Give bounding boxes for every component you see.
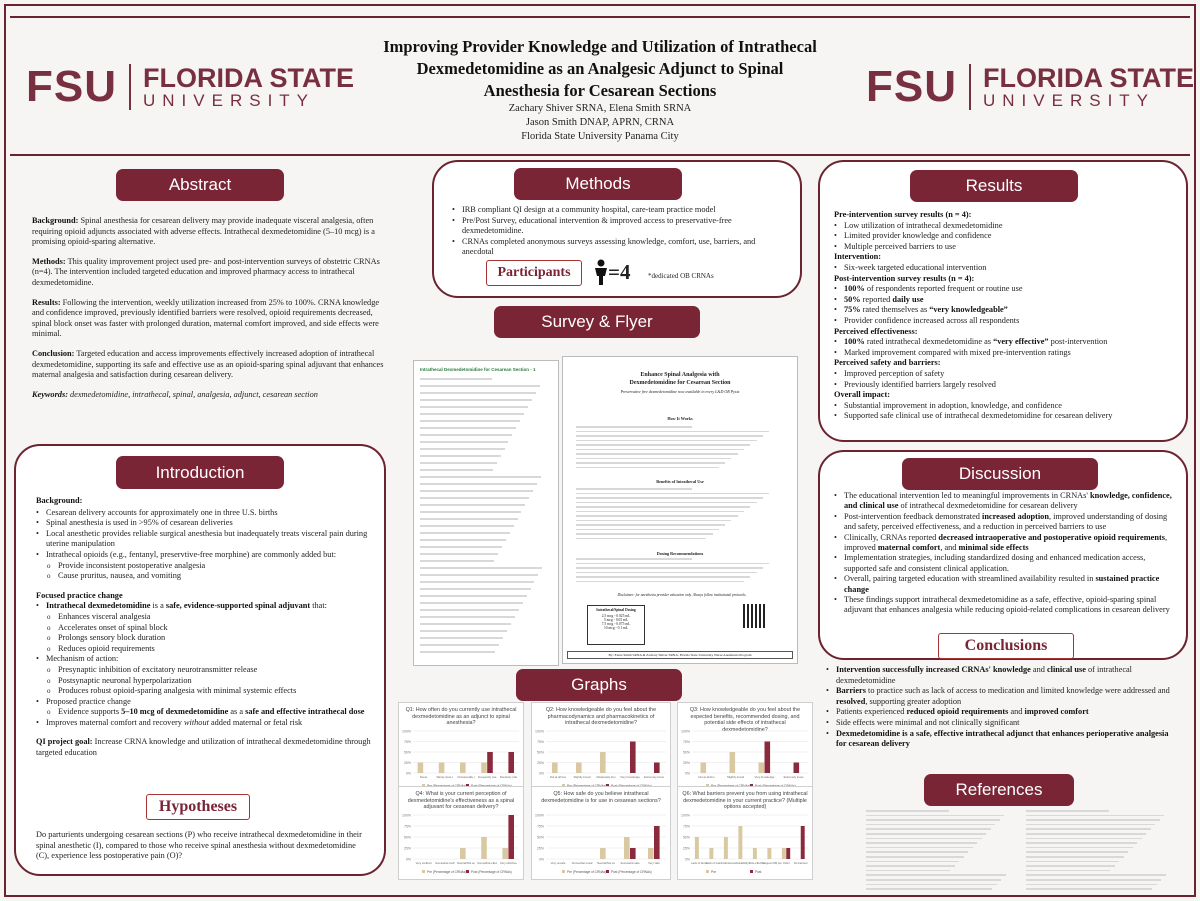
authors-line-1: Zachary Shiver SRNA, Elena Smith SRNA <box>508 103 692 114</box>
bar-pre <box>782 848 786 859</box>
text-placeholder-line <box>420 532 510 534</box>
bar-pre <box>460 763 466 774</box>
text-placeholder-line <box>1026 819 1160 821</box>
text-placeholder-line <box>420 490 533 492</box>
discussion-header: Discussion <box>902 458 1098 490</box>
bar-pre <box>502 848 508 859</box>
flyer-subtitle: Preservative free dexmedetomidine now available in every L&D OR Pyxis <box>620 389 740 394</box>
bar-post <box>630 742 636 774</box>
conclusions-body: • Intervention successfully increased CRNAs' knowledge and clinical use of intrathecal dexmedetomidine • Barriers to practice such as lack of access to medication and limited knowledge were addressed and resolved, supporting greater adoption • Patients experienced reduced opioid requirements and improved comfort • Side effects were minimal and not clinically significant • Dexmedetomidine is a safe, effective intrathecal adjunct that enhances perioperative analgesia for cesarean delivery <box>826 665 1178 750</box>
text-placeholder-line <box>576 558 692 560</box>
y-tick-label: 100% <box>402 813 411 818</box>
bar-pre <box>418 763 424 774</box>
bar-pre <box>600 848 606 859</box>
bar-pre <box>738 826 742 859</box>
bar-pre <box>481 837 487 859</box>
x-tick-label: Somewhat ineff <box>435 861 455 865</box>
x-tick-label: Somewhat unsaf <box>571 861 593 865</box>
authors-line-2: Jason Smith DNAP, APRN, CRNA <box>525 117 675 128</box>
text-placeholder-line <box>420 448 505 450</box>
text-placeholder-line <box>866 884 997 886</box>
x-tick-label: Extremely know <box>783 775 804 779</box>
text-placeholder-line <box>866 810 949 812</box>
text-placeholder-line <box>576 440 757 442</box>
legend-swatch <box>750 870 753 873</box>
text-placeholder-line <box>576 458 731 460</box>
results-body: Pre-intervention survey results (n = 4): • Low utilization of intrathecal dexmedetomidine • Limited provider knowledge and confidence • Multiple perceived barriers to use Intervention: • Six-week targeted educational intervention Post-intervention survey results (n = 4): • 100% of respondents reported frequent or routine use • 50% reported daily use • 75% rated themselves as “very knowledgeable” • Provider confidence increased across all respondents Perceived effectiveness: • 100% rated intrathecal dexmedetomidine as “very effective” post-intervention • Marked improvement compared with mixed pre-intervention ratings Perceived safety and barriers: • Improved perception of safety • Previously identified barriers largely resolved Overall impact: • Substantial improvement in adoption, knowledge, and confidence • Supported safe clinical use of intrathecal dexmedetomidine for cesarean delivery <box>834 210 1176 422</box>
chart-q3 <box>677 702 813 794</box>
text-placeholder-line <box>1026 847 1133 849</box>
text-placeholder-line <box>420 434 512 436</box>
legend-label: Pre <box>711 870 716 874</box>
text-placeholder-line <box>420 560 494 562</box>
text-placeholder-line <box>1026 874 1166 876</box>
text-placeholder-line <box>866 865 955 867</box>
text-placeholder-line <box>420 588 531 590</box>
y-tick-label: 0% <box>405 857 411 862</box>
chart-q2 <box>531 702 671 794</box>
logo-line-2: UNIVERSITY <box>143 91 316 111</box>
hypotheses-text: Do parturients undergoing cesarean sections (P) who receive intrathecal dexmedetomidine in their spinal anesthetic (I), compared to those who receive spinal anesthesia without dexmedetomidine (C), experience less postoperative pain (O)? <box>36 830 362 861</box>
flyer-dosing-heading: Dosing Recommendations <box>656 551 704 556</box>
legend-label: Post (Percentage of CRNAs) <box>611 870 652 874</box>
text-placeholder-line <box>1026 824 1155 826</box>
text-placeholder-line <box>866 842 977 844</box>
y-tick-label: 50% <box>682 835 690 840</box>
bar-post <box>630 848 636 859</box>
introduction-body: Background: • Cesarean delivery accounts for approximately one in three U.S. births • Spinal anesthesia is used in >95% of cesarean deliveries • Local anesthetic provides reliable surgical anesthesia but inadequately treats visceral pain during uterine manipulation • Intrathecal opioids (e.g., fentanyl, preservtive-free morphine) are commonly added but: o Provide inconsistent postoperative analgesia o Cause pruritus, nausea, and vomiting Focused practice change • Intrathecal dexmedetomidine is a safe, evidence-supported spinal adjuvant that: o Enhances visceral analgesia o Accelerates onset of spinal block o Prolongs sensory block duration o Reduces opioid requirements • Mechanism of action: o Presynaptic inhibition of excitatory neurotransmitter release o Postsynaptic neuronal hyperpolarization o Produces robust opioid-sparing analgesia with minimal systemic effects • Proposed practice change o Evidence supports 5–10 mcg of dexmedetomidine as a safe and effective intrathecal dose • Improves maternal comfort and recovery without added maternal or fetal risk QI project goal: Increase CRNA knowledge and utilization of intrathecal dexmedetomidine through targeted education <box>36 496 374 768</box>
bar-post <box>508 752 514 773</box>
x-tick-label: Occasionally ( <box>457 775 475 779</box>
x-tick-label: Moderately kno <box>596 775 616 779</box>
flyer-benefits-heading: Benefits of Intrathecal Use <box>656 479 704 484</box>
bar-pre <box>759 763 765 774</box>
text-placeholder-line <box>1026 870 1110 872</box>
text-placeholder-line <box>420 469 493 471</box>
x-tick-label: Very knowledge <box>620 775 640 779</box>
text-placeholder-line <box>420 511 521 513</box>
text-placeholder-line <box>420 455 501 457</box>
text-placeholder-line <box>420 518 518 520</box>
chart-plot <box>399 787 525 881</box>
flyer-dose-box: Intrathecal/Spinal Dosing 2.5 mcg - 0.025 mL 5 mcg - 0.05 mL 7.5 mcg - 0.075 mL 10 mcg - 0.1 mL <box>587 605 645 645</box>
text-placeholder-line <box>576 502 757 504</box>
text-placeholder-line <box>576 515 738 517</box>
bar-pre <box>481 763 487 774</box>
text-placeholder-line <box>420 497 529 499</box>
title-line-3: Anesthesia for Cesarean Sections <box>483 81 717 100</box>
text-placeholder-line <box>576 467 719 469</box>
text-placeholder-line <box>420 525 514 527</box>
text-placeholder-line <box>576 493 769 495</box>
text-placeholder-line <box>420 581 534 583</box>
y-tick-label: 100% <box>681 813 690 818</box>
bar-post <box>654 826 660 859</box>
participants-label: Participants <box>486 260 582 286</box>
chart-title: Q4: What is your current perception of dexmedetomidine's effectiveness as a spinal adjuvant for cesarean delivery? <box>407 791 515 811</box>
chart-q5 <box>531 786 671 880</box>
top-rule <box>10 16 1190 18</box>
text-placeholder-line <box>576 529 719 531</box>
x-tick-label: Very safe <box>648 861 660 865</box>
chart-plot <box>399 703 525 795</box>
text-placeholder-line <box>420 378 492 380</box>
x-tick-label: Availability i <box>735 861 751 865</box>
y-tick-label: 25% <box>536 846 544 851</box>
y-tick-label: 100% <box>402 729 411 734</box>
text-placeholder-line <box>420 462 497 464</box>
text-placeholder-line <box>576 497 763 499</box>
bar-post <box>801 826 805 859</box>
text-placeholder-line <box>866 828 991 830</box>
chart-title: Q1: How often do you currently use intrathecal dexmedetomidine as an adjunct to spinal anesthesia? <box>405 707 517 727</box>
text-placeholder-line <box>576 453 738 455</box>
text-placeholder-line <box>576 581 744 583</box>
legend-label: Post <box>755 870 762 874</box>
flyer-footer: By: Elena Smith SRNA & Zachary Shiver SRNA, Florida State University Nurse Anesthesia Program <box>567 651 793 659</box>
y-tick-label: 25% <box>403 761 411 765</box>
y-tick-label: 0% <box>684 771 690 776</box>
bar-post <box>765 742 771 774</box>
text-placeholder-line <box>420 504 525 506</box>
bar-pre <box>753 848 757 859</box>
text-placeholder-line <box>866 874 1006 876</box>
text-placeholder-line <box>1026 888 1152 890</box>
x-tick-label: Routinely (dai <box>499 775 517 779</box>
participants-note: *dedicated OB CRNAs <box>648 272 714 280</box>
affiliation: Florida State University Panama City <box>521 131 679 142</box>
logo-line-1: FLORIDA STATE <box>143 63 354 93</box>
bar-post <box>786 848 790 859</box>
bar-post <box>508 815 514 859</box>
bar-pre <box>709 848 713 859</box>
y-tick-label: 75% <box>536 824 544 829</box>
text-placeholder-line <box>420 595 527 597</box>
x-tick-label: Never <box>419 775 428 779</box>
text-placeholder-line <box>1026 861 1119 863</box>
chart-q1 <box>398 702 524 794</box>
bar-pre <box>576 763 582 774</box>
x-tick-label: Lack of traini <box>705 861 722 865</box>
y-tick-label: 75% <box>682 824 690 829</box>
text-placeholder-line <box>420 406 528 408</box>
bar-pre <box>624 837 630 859</box>
text-placeholder-line <box>1026 865 1115 867</box>
text-placeholder-line <box>420 630 507 632</box>
text-placeholder-line <box>1026 856 1124 858</box>
text-placeholder-line <box>420 616 515 618</box>
y-tick-label: 0% <box>684 857 690 862</box>
text-placeholder-line <box>420 539 506 541</box>
methods-list: • IRB compliant QI design at a community hospital, care-team practice model • Pre/Post Survey, educational intervention & improved access to preservative-free dexmedetomidine. • CRNAs completed anonymous surveys assessing knowledge, comfort, use, barriers, and anecdotal <box>452 205 780 258</box>
fsu-wordmark: FSU <box>26 62 117 112</box>
x-tick-label: Rarely (less t <box>436 775 453 779</box>
text-placeholder-line <box>1026 842 1137 844</box>
y-tick-label: 75% <box>536 740 544 744</box>
text-placeholder-line <box>576 524 725 526</box>
x-tick-label: Slightly knowl <box>727 775 744 779</box>
x-tick-label: Other <box>782 861 790 865</box>
person-icon <box>594 259 608 285</box>
y-tick-label: 50% <box>403 750 411 755</box>
text-placeholder-line <box>866 870 950 872</box>
text-placeholder-line <box>576 506 750 508</box>
bar-pre <box>695 837 699 859</box>
text-placeholder-line <box>866 847 973 849</box>
hypotheses-header: Hypotheses <box>146 794 250 820</box>
x-tick-label: Very knowledge <box>754 775 775 779</box>
bar-pre <box>730 752 736 773</box>
flyer-how-heading: How It Works <box>667 416 693 421</box>
header-rule <box>10 154 1190 156</box>
bar-pre <box>460 848 466 859</box>
abstract-body: Background: Spinal anesthesia for cesarean delivery may provide inadequate visceral analgesia, often requiring opioid adjuncts associated with adverse effects. Intrathecal dexmedetomidine (5–10 mcg) is a promising opioid-sparing alternative. Methods: This quality improvement project used pre- and post-intervention surveys of obstetric CRNAs (n=4). The intervention included targeted education and improved pharmacy access to intrathecal dexmedetomidine. Results: Following the intervention, weekly utilization increased from 25% to 100%. CRNA knowledge and confidence improved, previously identified barriers were resolved, opioid requirements decreased, spinal block onset was faster with prolonged duration, maternal comfort improved, and side effects were minimal. Conclusion: Targeted education and access improvements effectively increased adoption of intrathecal dexmedetomidine, supporting its safe and effective use as an opioid-sparing spinal adjuvant that enhances maternal analgesia and satisfaction during cesarean delivery. Keywords: dexmedetomidine, intrathecal, spinal, analgesia, adjunct, cesarean section <box>32 216 384 399</box>
y-tick-label: 75% <box>682 740 690 744</box>
survey-flyer-header: Survey & Flyer <box>494 306 700 338</box>
x-tick-label: Neutral/Not su <box>457 861 475 865</box>
legend-swatch <box>606 870 609 873</box>
y-tick-label: 100% <box>535 729 544 734</box>
text-placeholder-line <box>866 833 986 835</box>
poster-title-block <box>340 36 860 144</box>
x-tick-label: Very effective <box>500 861 517 865</box>
bar-pre <box>767 848 771 859</box>
text-placeholder-line <box>576 538 706 540</box>
text-placeholder-line <box>866 851 968 853</box>
text-placeholder-line <box>576 444 750 446</box>
bar-pre <box>701 763 707 774</box>
x-tick-label: Very ineffecti <box>415 861 432 865</box>
text-placeholder-line <box>866 838 982 840</box>
y-tick-label: 50% <box>403 835 411 840</box>
graphs-header: Graphs <box>516 669 682 701</box>
text-placeholder-line <box>576 431 769 433</box>
text-placeholder-line <box>420 441 508 443</box>
text-placeholder-line <box>1026 810 1109 812</box>
text-placeholder-line <box>420 413 524 415</box>
legend-swatch <box>422 870 425 873</box>
bar-pre <box>552 763 558 774</box>
text-placeholder-line <box>866 888 992 890</box>
x-tick-label: Institutional <box>721 861 736 865</box>
bar-pre <box>724 837 728 859</box>
y-tick-label: 50% <box>536 835 544 840</box>
y-tick-label: 50% <box>682 750 690 755</box>
text-placeholder-line <box>1026 884 1157 886</box>
y-tick-label: 0% <box>538 857 544 862</box>
y-tick-label: 25% <box>682 846 690 851</box>
x-tick-label: Extremely know <box>644 775 664 779</box>
bar-post <box>794 763 800 774</box>
x-tick-label: Somewhat effec <box>477 861 498 865</box>
text-placeholder-line <box>1026 833 1146 835</box>
y-tick-label: 100% <box>535 813 544 818</box>
chart-plot <box>532 703 672 795</box>
results-header: Results <box>910 170 1078 202</box>
y-tick-label: 25% <box>536 761 544 765</box>
y-tick-label: 25% <box>682 761 690 765</box>
text-placeholder-line <box>576 511 744 513</box>
y-tick-label: 0% <box>405 771 411 776</box>
text-placeholder-line <box>420 427 516 429</box>
title-line-1: Improving Provider Knowledge and Utilization of Intrathecal <box>383 37 817 56</box>
references-header: References <box>924 774 1074 806</box>
title-line-2: Dexmedetomidine as an Analgesic Adjunct to Spinal <box>416 59 784 78</box>
chart-plot <box>678 703 814 795</box>
x-tick-label: Not at all kno <box>549 775 567 779</box>
y-tick-label: 75% <box>403 824 411 829</box>
y-tick-label: 75% <box>403 740 411 744</box>
text-placeholder-line <box>420 483 537 485</box>
text-placeholder-line <box>420 546 502 548</box>
x-tick-label: Not at all kno <box>698 775 715 779</box>
text-placeholder-line <box>420 385 540 387</box>
legend-swatch <box>706 870 709 873</box>
text-placeholder-line <box>576 426 692 428</box>
logo-line-2: UNIVERSITY <box>983 91 1156 111</box>
x-tick-label: Somewhat safe <box>620 861 640 865</box>
text-placeholder-line <box>420 420 520 422</box>
text-placeholder-line <box>420 574 538 576</box>
text-placeholder-line <box>576 567 763 569</box>
y-tick-label: 25% <box>403 846 411 851</box>
legend-label: Pre (Percentage of CRNAs) <box>567 870 607 874</box>
chart-title: Q5: How safe do you believe intrathecal dexmedetomidine is for use in cesarean sections? <box>541 791 661 804</box>
y-tick-label: 0% <box>538 771 544 776</box>
chart-plot <box>678 787 814 881</box>
introduction-header: Introduction <box>116 456 284 489</box>
text-placeholder-line <box>576 576 750 578</box>
chart-title: Q6: What barriers prevent you from using intrathecal dexmedetomidine in your current practice? (Multiple options accepted) <box>682 791 808 811</box>
text-placeholder-line <box>576 488 692 490</box>
qr-code-icon <box>743 604 767 628</box>
chart-q6 <box>677 786 813 880</box>
legend-label: Pre (Percentage of CRNAs) <box>427 870 467 874</box>
text-placeholder-line <box>866 856 964 858</box>
text-placeholder-line <box>420 392 536 394</box>
fsu-logo-right <box>866 64 1194 110</box>
text-placeholder-line <box>576 533 713 535</box>
flyer-disclaimer: Disclaimer: for anesthesia provider education only. Always follow institutional protocols. <box>617 593 747 597</box>
text-placeholder-line <box>420 553 498 555</box>
chart-title: Q3: How knowledgeable do you feel about the expected benefits, recommended dosing, and potential side effects of intrathecal dexmedetomidine? <box>689 707 801 733</box>
text-placeholder-line <box>1026 838 1142 840</box>
y-tick-label: 100% <box>681 729 690 734</box>
text-placeholder-line <box>420 476 541 478</box>
text-placeholder-line <box>1026 851 1128 853</box>
text-placeholder-line <box>576 462 725 464</box>
logo-divider <box>129 64 131 110</box>
text-placeholder-line <box>866 824 995 826</box>
text-placeholder-line <box>420 623 511 625</box>
text-placeholder-line <box>866 815 1004 817</box>
text-placeholder-line <box>420 644 499 646</box>
x-tick-label: Slightly knowl <box>573 775 591 779</box>
x-tick-label: Side effect co <box>748 861 766 865</box>
chart-title: Q2: How knowledgeable do you feel about the pharmacodynamics and pharmacokinetics of intrathecal dexmedetomidine? <box>545 707 657 727</box>
text-placeholder-line <box>420 637 503 639</box>
text-placeholder-line <box>576 520 731 522</box>
legend-label: Post (Percentage of CRNAs) <box>471 870 512 874</box>
fsu-wordmark: FSU <box>866 62 957 112</box>
logo-line-1: FLORIDA STATE <box>983 63 1194 93</box>
text-placeholder-line <box>420 399 532 401</box>
text-placeholder-line <box>866 819 1000 821</box>
text-placeholder-line <box>1026 879 1161 881</box>
bar-pre <box>648 848 654 859</box>
text-placeholder-line <box>576 449 744 451</box>
text-placeholder-line <box>576 563 769 565</box>
discussion-body: • The educational intervention led to meaningful improvements in CRNAs' knowledge, confidence, and clinical use of intrathecal dexmedetomidine for cesarean delivery • Post-intervention feedback demonstrated increased adoption, improved understanding of dosing and safety, perceived effectiveness, and a reduction in perceived barriers to use • Clinically, CRNAs reported decreased intraoperative and postoperative opioid requirements, improved maternal comfort, and minimal side effects • Implementation strategies, including standardized dosing and enhanced medication access, supported safe and consistent clinical application. • Overall, pairing targeted education with streamlined availability resulted in sustained practice change • These findings support intrathecal dexmedetomidine as a safe, effective, opioid-sparing spinal adjuvant that enhances analgesia while reducing opioid-related complications in cesarean delivery <box>834 491 1178 616</box>
x-tick-label: Neutral/Not su <box>597 861 615 865</box>
legend-swatch <box>466 870 469 873</box>
conclusions-header: Conclusions <box>938 633 1074 659</box>
bar-pre <box>600 752 606 773</box>
text-placeholder-line <box>420 651 495 653</box>
text-placeholder-line <box>576 435 763 437</box>
bar-post <box>654 763 660 774</box>
x-tick-label: Frequently (we <box>477 775 497 779</box>
text-placeholder-line <box>866 879 1001 881</box>
y-tick-label: 50% <box>536 750 544 755</box>
university-name <box>983 64 1194 110</box>
fsu-logo-left <box>26 64 354 110</box>
text-placeholder-line <box>1026 815 1164 817</box>
survey-title: Intrathecal Dexmedetomidine for Cesarean Section - 1 <box>420 367 536 372</box>
chart-plot <box>532 787 672 881</box>
text-placeholder-line <box>420 609 519 611</box>
flyer-title: Enhance Spinal Analgesia with Dexmedetomidine for Cesarean Section <box>629 372 731 386</box>
legend-swatch <box>562 870 565 873</box>
bar-pre <box>439 763 445 774</box>
bar-post <box>487 752 493 773</box>
text-placeholder-line <box>420 602 523 604</box>
text-placeholder-line <box>420 567 542 569</box>
text-placeholder-line <box>576 572 757 574</box>
x-tick-label: Very unsafe <box>550 861 566 865</box>
x-tick-label: Lack of famili <box>691 861 708 865</box>
x-tick-label: Surgeon/OB pre <box>761 861 782 865</box>
chart-q4 <box>398 786 524 880</box>
logo-divider <box>969 64 971 110</box>
participants-count: =4 <box>608 260 631 284</box>
x-tick-label: No barriers <box>793 861 808 865</box>
methods-header: Methods <box>514 168 682 200</box>
abstract-header: Abstract <box>116 169 284 201</box>
text-placeholder-line <box>866 861 959 863</box>
university-name <box>143 64 354 110</box>
text-placeholder-line <box>1026 828 1151 830</box>
